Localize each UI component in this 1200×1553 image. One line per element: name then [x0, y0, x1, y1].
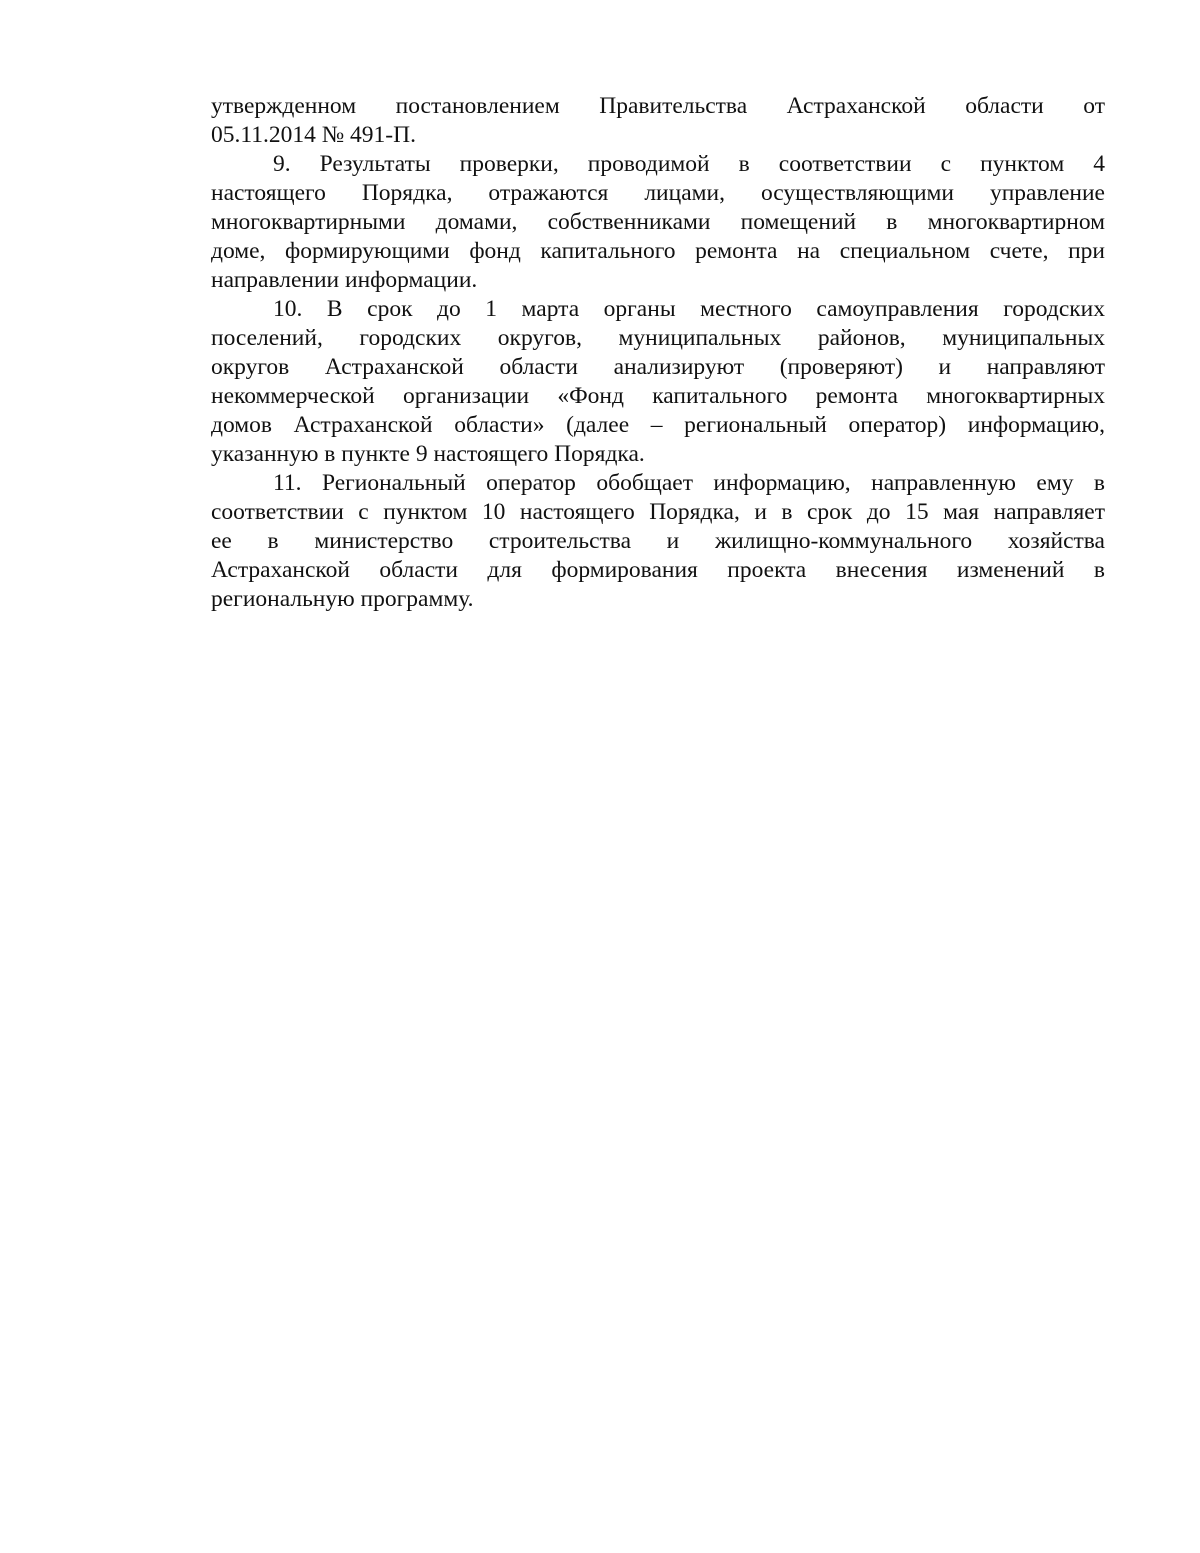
text-line: ее в министерство строительства и жилищно-коммунального хозяйства [211, 528, 1105, 554]
paragraph-item-11 [211, 469, 1105, 614]
text-line: утвержденном постановлением Правительства Астраханской области от [211, 93, 1105, 119]
text-line: 10. В срок до 1 марта органы местного самоуправления городских [273, 296, 1105, 322]
text-line: 9. Результаты проверки, проводимой в соответствии с пунктом 4 [273, 151, 1105, 177]
text-line: округов Астраханской области анализируют (проверяют) и направляют [211, 354, 1105, 380]
text-line: многоквартирными домами, собственниками помещений в многоквартирном [211, 209, 1105, 235]
text-line: региональную программу. [211, 586, 474, 612]
text-line: указанную в пункте 9 настоящего Порядка. [211, 441, 645, 467]
text-line: поселений, городских округов, муниципальных районов, муниципальных [211, 325, 1105, 351]
text-line: домов Астраханской области» (далее – региональный оператор) информацию, [211, 412, 1105, 438]
text-line: 05.11.2014 № 491-П. [211, 122, 416, 148]
text-line: направлении информации. [211, 267, 478, 293]
text-line: 11. Региональный оператор обобщает информацию, направленную ему в [273, 470, 1105, 496]
document-body [211, 92, 1105, 614]
paragraph-item-9 [211, 150, 1105, 295]
paragraph-continuation [211, 92, 1105, 150]
text-line: доме, формирующими фонд капитального ремонта на специальном счете, при [211, 238, 1105, 264]
text-line: Астраханской области для формирования проекта внесения изменений в [211, 557, 1105, 583]
text-line: настоящего Порядка, отражаются лицами, осуществляющими управление [211, 180, 1105, 206]
text-line: соответствии с пунктом 10 настоящего Порядка, и в срок до 15 мая направляет [211, 499, 1105, 525]
text-line: некоммерческой организации «Фонд капитального ремонта многоквартирных [211, 383, 1105, 409]
paragraph-item-10 [211, 295, 1105, 469]
